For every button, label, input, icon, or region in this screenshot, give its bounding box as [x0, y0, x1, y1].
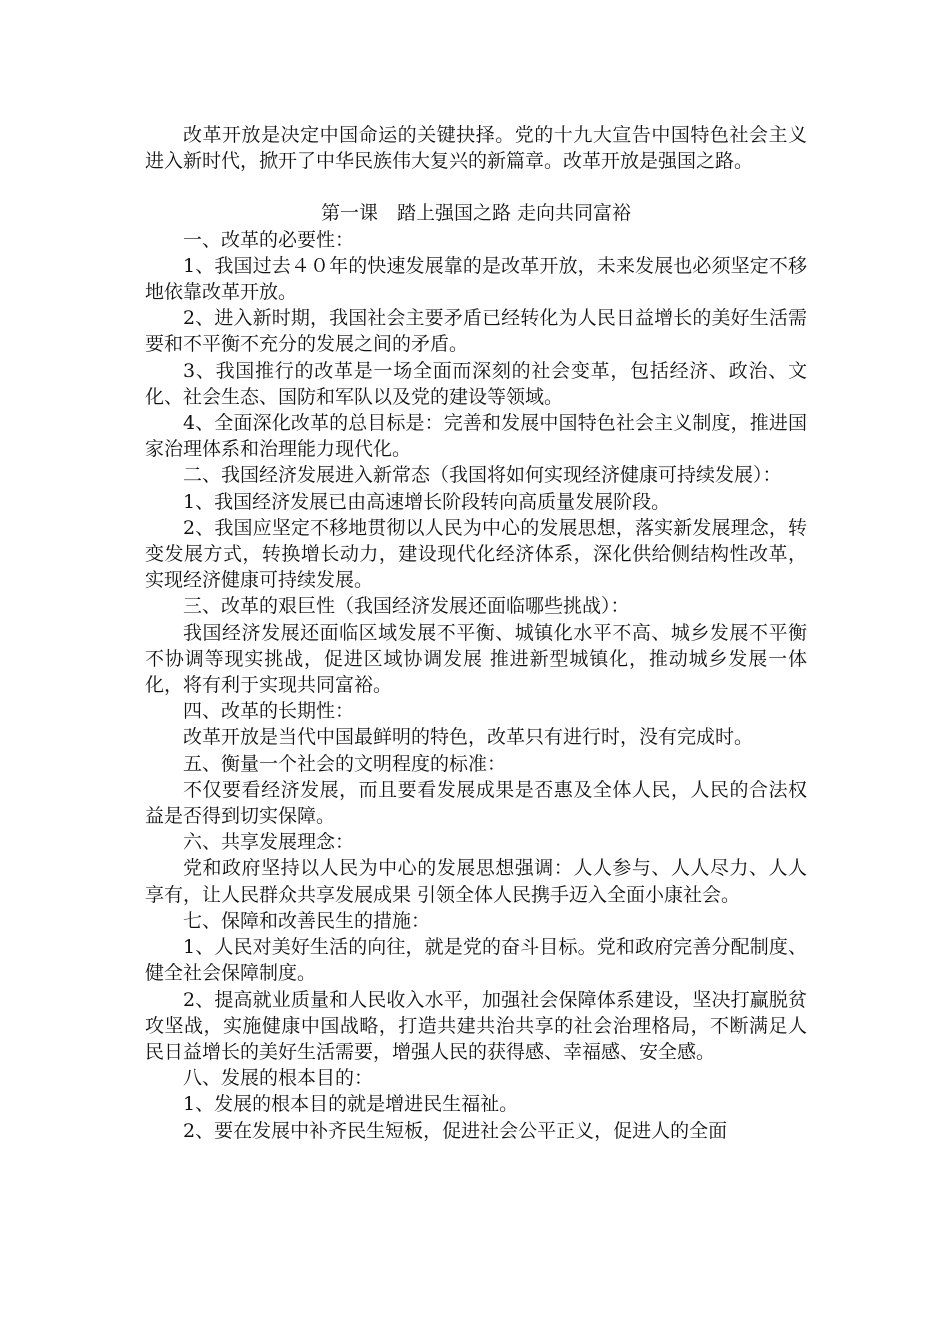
document-page — [145, 122, 807, 1144]
paragraph: 一、改革的必要性： — [183, 228, 355, 251]
paragraph: 1、我国经济发展已由高速增长阶段转向高质量发展阶段。 — [183, 490, 671, 513]
paragraph: 五、衡量一个社会的文明程度的标准： — [183, 752, 507, 775]
paragraph: 不仅要看经济发展，而且要看发展成果是否惠及全体人民，人民的合法权益是否得到切实保障。 — [145, 778, 807, 828]
paragraph: 1、发展的根本目的就是增进民生福祉。 — [183, 1093, 519, 1116]
paragraph: 2、提高就业质量和人民收入水平，加强社会保障体系建设，坚决打赢脱贫攻坚战，实施健康中国战略，打造共建共治共享的社会治理格局，不断满足人民日益增长的美好生活需要，增强人民的获得感、幸福感、安全感。 — [145, 988, 807, 1063]
paragraph: 改革开放是当代中国最鲜明的特色，改革只有进行时，没有完成时。 — [183, 726, 754, 749]
paragraph: 党和政府坚持以人民为中心的发展思想强调：人人参与、人人尽力、人人享有，让人民群众共享发展成果 引领全体人民携手迈入全面小康社会。 — [145, 857, 807, 906]
paragraph: 四、改革的长期性： — [183, 700, 355, 723]
paragraph: 六、共享发展理念： — [183, 831, 355, 854]
paragraph: 3、我国推行的改革是一场全面而深刻的社会变革，包括经济、政治、文化、社会生态、国防和军队以及党的建设等领域。 — [145, 359, 807, 408]
paragraph: 三、改革的艰巨性（我国经济发展还面临哪些挑战）： — [183, 595, 630, 618]
paragraph: 4、全面深化改革的总目标是：完善和发展中国特色社会主义制度，推进国家治理体系和治理能力现代化。 — [145, 412, 807, 461]
paragraph: 1、我国过去４０年的快速发展靠的是改革开放，未来发展也必须坚定不移地依靠改革开放。 — [145, 254, 807, 304]
paragraph: 1、人民对美好生活的向往，就是党的奋斗目标。党和政府完善分配制度、健全社会保障制度。 — [145, 936, 807, 985]
paragraph: 2、进入新时期，我国社会主要矛盾已经转化为人民日益增长的美好生活需要和不平衡不充分的发展之间的矛盾。 — [145, 307, 807, 356]
paragraph: 我国经济发展还面临区域发展不平衡、城镇化水平不高、城乡发展不平衡不协调等现实挑战，促进区域协调发展 推进新型城镇化，推动城乡发展一体化，将有利于实现共同富裕。 — [145, 621, 807, 697]
intro-paragraph: 改革开放是决定中国命运的关键抉择。党的十九大宣告中国特色社会主义进入新时代，掀开了中华民族伟大复兴的新篇章。改革开放是强国之路。 — [145, 124, 807, 173]
paragraph: 2、我国应坚定不移地贯彻以人民为中心的发展思想，落实新发展理念，转变发展方式，转换增长动力，建设现代化经济体系，深化供给侧结构性改革，实现经济健康可持续发展。 — [145, 516, 807, 592]
lesson-title: 第一课 踏上强国之路 走向共同富裕 — [320, 202, 632, 225]
paragraph: 七、保障和改善民生的措施： — [183, 909, 431, 932]
paragraph: 八、发展的根本目的： — [183, 1067, 374, 1090]
paragraph: 二、我国经济发展进入新常态（我国将如何实现经济健康可持续发展）： — [183, 464, 782, 487]
paragraph: 2、要在发展中补齐民生短板，促进社会公平正义，促进人的全面 — [183, 1119, 728, 1142]
